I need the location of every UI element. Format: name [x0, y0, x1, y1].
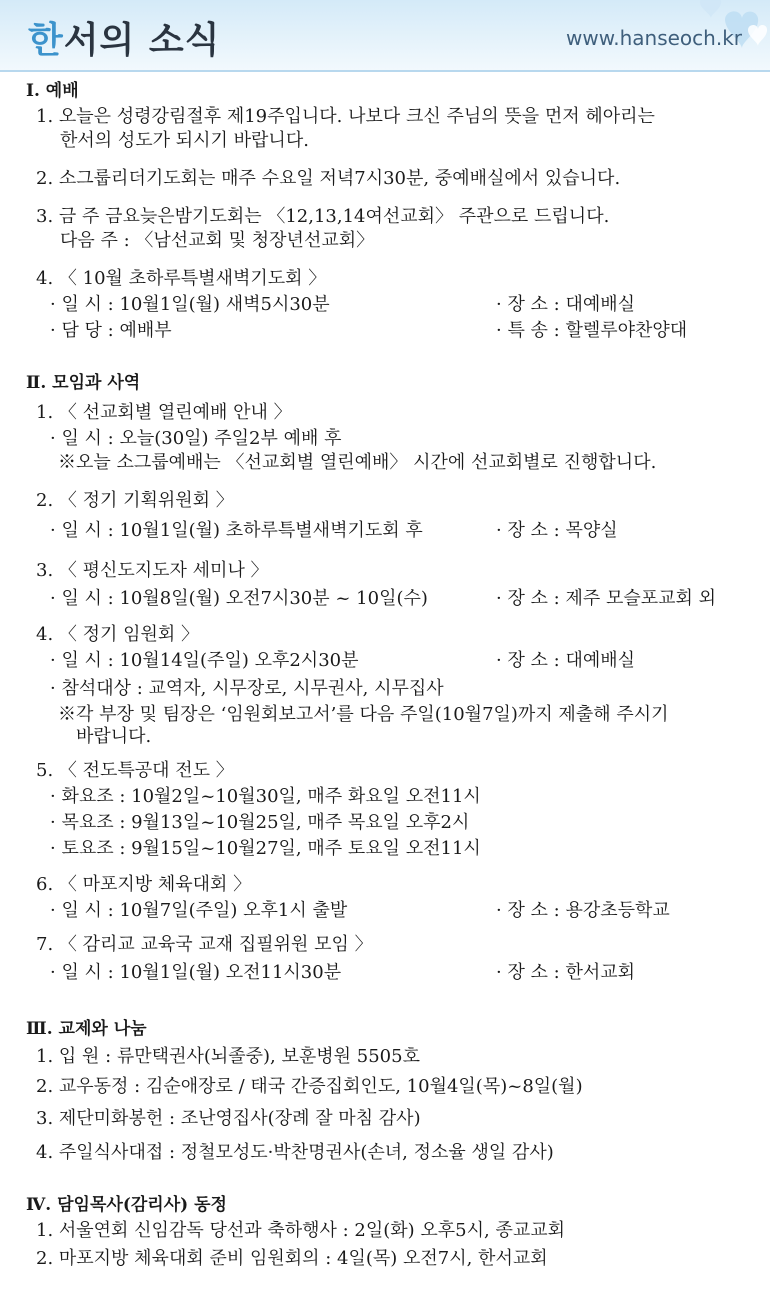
fellowship-item-3: 3. 제단미화봉헌 : 조난영집사(장례 잘 마침 감사) — [36, 1108, 421, 1129]
meeting-item-1-when: · 일 시 : 오늘(30일) 주일2부 예배 후 — [50, 428, 342, 449]
section-heading-worship: Ⅰ. 예배 — [26, 81, 79, 101]
newsletter-header — [0, 0, 770, 70]
worship-item-3: 3. 금 주 금요늦은밤기도회는 〈12,13,14여선교회〉 주관으로 드립니다. — [36, 206, 610, 227]
meeting-item-4: 4. 〈 정기 임원회 〉 — [36, 624, 199, 645]
meeting-item-1: 1. 〈 선교회별 열린예배 안내 〉 — [36, 402, 292, 423]
meeting-item-3: 3. 〈 평신도지도자 세미나 〉 — [36, 560, 269, 581]
meeting-item-6-place: · 장 소 : 용강초등학교 — [496, 900, 670, 921]
meeting-item-2-when: · 일 시 : 10월1일(월) 초하루특별새벽기도회 후 — [50, 520, 423, 541]
worship-item-4-place: · 장 소 : 대예배실 — [496, 294, 636, 315]
meeting-item-4-note-cont: 바랍니다. — [76, 726, 152, 747]
website-url[interactable]: www.hanseoch.kr — [566, 26, 742, 50]
meeting-item-3-place: · 장 소 : 제주 모슬포교회 외 — [496, 588, 716, 609]
meeting-item-7-when: · 일 시 : 10월1일(월) 오전11시30분 — [50, 962, 342, 983]
meeting-item-4-note: ※각 부장 및 팀장은 ‘임원회보고서’를 다음 주일(10월7일)까지 제출해 주시기 — [58, 704, 669, 725]
meeting-item-4-place: · 장 소 : 대예배실 — [496, 650, 636, 671]
meeting-item-7: 7. 〈 감리교 교육국 교재 집필위원 모임 〉 — [36, 934, 373, 955]
meeting-item-2: 2. 〈 정기 기획위원회 〉 — [36, 490, 234, 511]
worship-item-2: 2. 소그룹리더기도회는 매주 수요일 저녁7시30분, 중예배실에서 있습니다. — [36, 168, 621, 189]
fellowship-item-4: 4. 주일식사대접 : 정철모성도·박찬명권사(손녀, 정소율 생일 감사) — [36, 1142, 554, 1163]
evangelism-saturday: · 토요조 : 9월15일~10월27일, 매주 토요일 오전11시 — [50, 838, 481, 859]
evangelism-thursday: · 목요조 : 9월13일~10월25일, 매주 목요일 오후2시 — [50, 812, 470, 833]
meeting-item-3-when: · 일 시 : 10월8일(월) 오전7시30분 ~ 10일(수) — [50, 588, 428, 609]
meeting-item-4-when: · 일 시 : 10월14일(주일) 오후2시30분 — [50, 650, 359, 671]
pastor-item-2: 2. 마포지방 체육대회 준비 임원회의 : 4일(목) 오전7시, 한서교회 — [36, 1248, 548, 1269]
worship-item-4-lead: · 담 당 : 예배부 — [50, 320, 172, 341]
worship-item-4-music: · 특 송 : 할렐루야찬양대 — [496, 320, 688, 341]
fellowship-item-1: 1. 입 원 : 류만택권사(뇌졸중), 보훈병원 5505호 — [36, 1046, 420, 1067]
worship-item-3-cont: 다음 주 : 〈남선교회 및 청장년선교회〉 — [60, 230, 375, 251]
meeting-item-5: 5. 〈 전도특공대 전도 〉 — [36, 760, 234, 781]
newsletter-title: 한서의 소식 — [28, 20, 221, 61]
worship-item-4: 4. 〈 10월 초하루특별새벽기도회 〉 — [36, 268, 327, 289]
fellowship-item-2: 2. 교우동정 : 김순애장로 / 태국 간증집회인도, 10월4일(목)~8일(월) — [36, 1076, 583, 1097]
meeting-item-1-note: ※오늘 소그룹예배는 〈선교회별 열린예배〉 시간에 선교회별로 진행합니다. — [58, 452, 657, 473]
section-heading-meetings: Ⅱ. 모임과 사역 — [26, 373, 141, 393]
worship-item-4-when: · 일 시 : 10월1일(월) 새벽5시30분 — [50, 294, 330, 315]
evangelism-tuesday: · 화요조 : 10월2일~10월30일, 매주 화요일 오전11시 — [50, 786, 481, 807]
header-divider — [0, 70, 770, 72]
section-heading-pastor: Ⅳ. 담임목사(감리사) 동정 — [26, 1195, 227, 1215]
section-heading-fellowship: Ⅲ. 교제와 나눔 — [26, 1019, 147, 1039]
meeting-item-2-place: · 장 소 : 목양실 — [496, 520, 618, 541]
worship-item-1: 1. 오늘은 성령강림절후 제19주입니다. 나보다 크신 주님의 뜻을 먼저 헤아리는 — [36, 106, 655, 127]
meeting-item-4-attendees: · 참석대상 : 교역자, 시무장로, 시무권사, 시무집사 — [50, 678, 444, 699]
meeting-item-6: 6. 〈 마포지방 체육대회 〉 — [36, 874, 252, 895]
meeting-item-6-when: · 일 시 : 10월7일(주일) 오후1시 출발 — [50, 900, 348, 921]
worship-item-1-cont: 한서의 성도가 되시기 바랍니다. — [60, 130, 309, 151]
pastor-item-1: 1. 서울연회 신임감독 당선과 축하행사 : 2일(화) 오후5시, 종교교회 — [36, 1220, 565, 1241]
meeting-item-7-place: · 장 소 : 한서교회 — [496, 962, 636, 983]
